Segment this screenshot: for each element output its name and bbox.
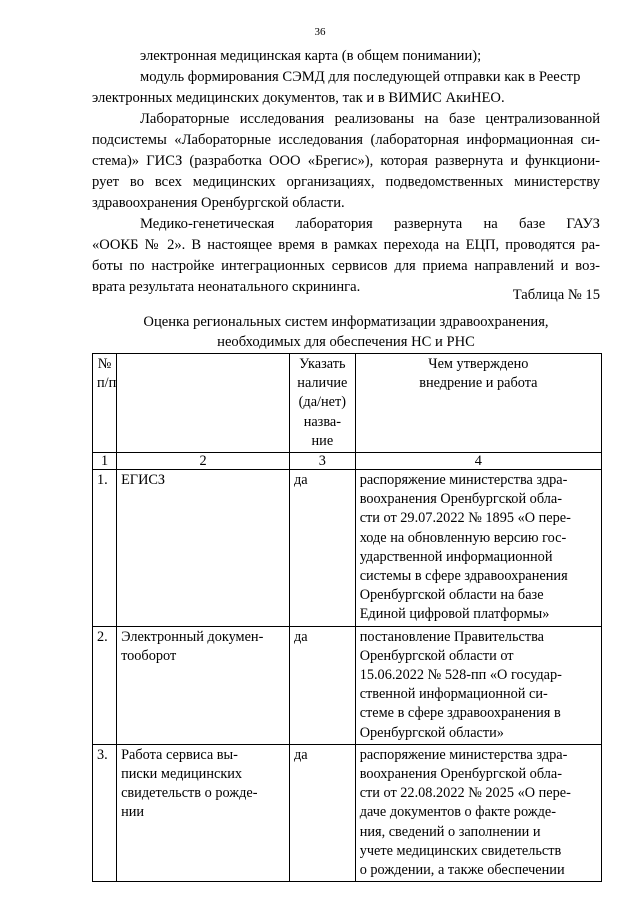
table-title-line: Оценка региональных систем информатизации здравоохранения,: [143, 314, 549, 330]
paragraph-3: [92, 109, 600, 214]
table-row: [93, 744, 602, 881]
column-number: 3: [290, 453, 356, 470]
system-name: Работа сервиса вы- писки медицинских свидетельств о рожде- нии: [117, 744, 290, 881]
text-line: Медико-генетическая лаборатория развернута на базе ГАУЗ: [140, 216, 600, 232]
text-line: модуль формирования СЭМД для последующей отправки как в Реестр: [140, 69, 581, 85]
column-number: 2: [117, 453, 290, 470]
row-number: 2.: [93, 626, 117, 744]
paragraph-4: [92, 214, 600, 298]
paragraph-2: [92, 67, 600, 109]
presence-value: да: [290, 626, 356, 744]
system-name: Электронный докумен- тооборот: [117, 626, 290, 744]
text-line: здравоохранения Оренбургской области.: [92, 195, 345, 211]
table-row: [93, 470, 602, 627]
presence-value: да: [290, 744, 356, 881]
basis-document: распоряжение министерства здра- воохранения Оренбургской обла- сти от 22.08.2022 № 2025 «О пере- даче документов о факте рожде- ния, сведений о заполнении и учете медицинских свидетельств о рождении, а также обеспечении: [355, 744, 601, 881]
column-number: 4: [355, 453, 601, 470]
text-line: Лабораторные исследования реализованы на базе централизованной: [140, 111, 600, 127]
text-line: электронная медицинская карта (в общем понимании);: [140, 48, 482, 64]
systems-table: [92, 353, 602, 882]
header-presence: Указать наличие (да/нет) назва- ние: [290, 354, 356, 453]
presence-value: да: [290, 470, 356, 627]
table-header-row: [93, 354, 602, 453]
header-number: № п/п: [93, 354, 117, 453]
text-line: стема)» ГИСЗ (разработка ООО «Брегис»), которая развернута и функциони-: [92, 153, 600, 169]
text-line: рует во всех медицинских организациях, подведомственных министерству: [92, 174, 600, 190]
table-number: Таблица № 15: [512, 287, 600, 303]
row-number: 3.: [93, 744, 117, 881]
header-system-name: [117, 354, 290, 453]
text-line: боты по настройке интеграционных сервисов для приема направлений и воз-: [92, 258, 600, 274]
table-row: [93, 626, 602, 744]
text-line: «ООКБ № 2». В настоящее время в рамках перехода на ЕЦП, проводятся ра-: [92, 237, 600, 253]
text-line: подсистемы «Лабораторные исследования (лабораторная информационная си-: [92, 132, 600, 148]
page-number: 36: [314, 26, 326, 38]
header-basis: Чем утверждено внедрение и работа: [355, 354, 601, 453]
system-name: ЕГИСЗ: [117, 470, 290, 627]
table-title: [92, 312, 600, 352]
table-title-line: необходимых для обеспечения НС и РНС: [217, 334, 475, 350]
column-number-row: [93, 453, 602, 470]
basis-document: постановление Правительства Оренбургской области от 15.06.2022 № 528-пп «О государ- ственной информационной си- стеме в сфере здравоохранения в Оренбургской области»: [355, 626, 601, 744]
paragraph-1: [92, 46, 600, 67]
column-number: 1: [93, 453, 117, 470]
text-line: электронных медицинских документов, так и в ВИМИС АкиНЕО.: [92, 90, 505, 106]
text-line: врата результата неонатального скрининга.: [92, 279, 361, 295]
basis-document: распоряжение министерства здра- воохранения Оренбургской обла- сти от 29.07.2022 № 1895 «О пере- ходе на обновленную версию гос- ударственной информационной системы в сфере здравоохранения Оренбургской области на базе Единой цифровой платформы»: [355, 470, 601, 627]
row-number: 1.: [93, 470, 117, 627]
